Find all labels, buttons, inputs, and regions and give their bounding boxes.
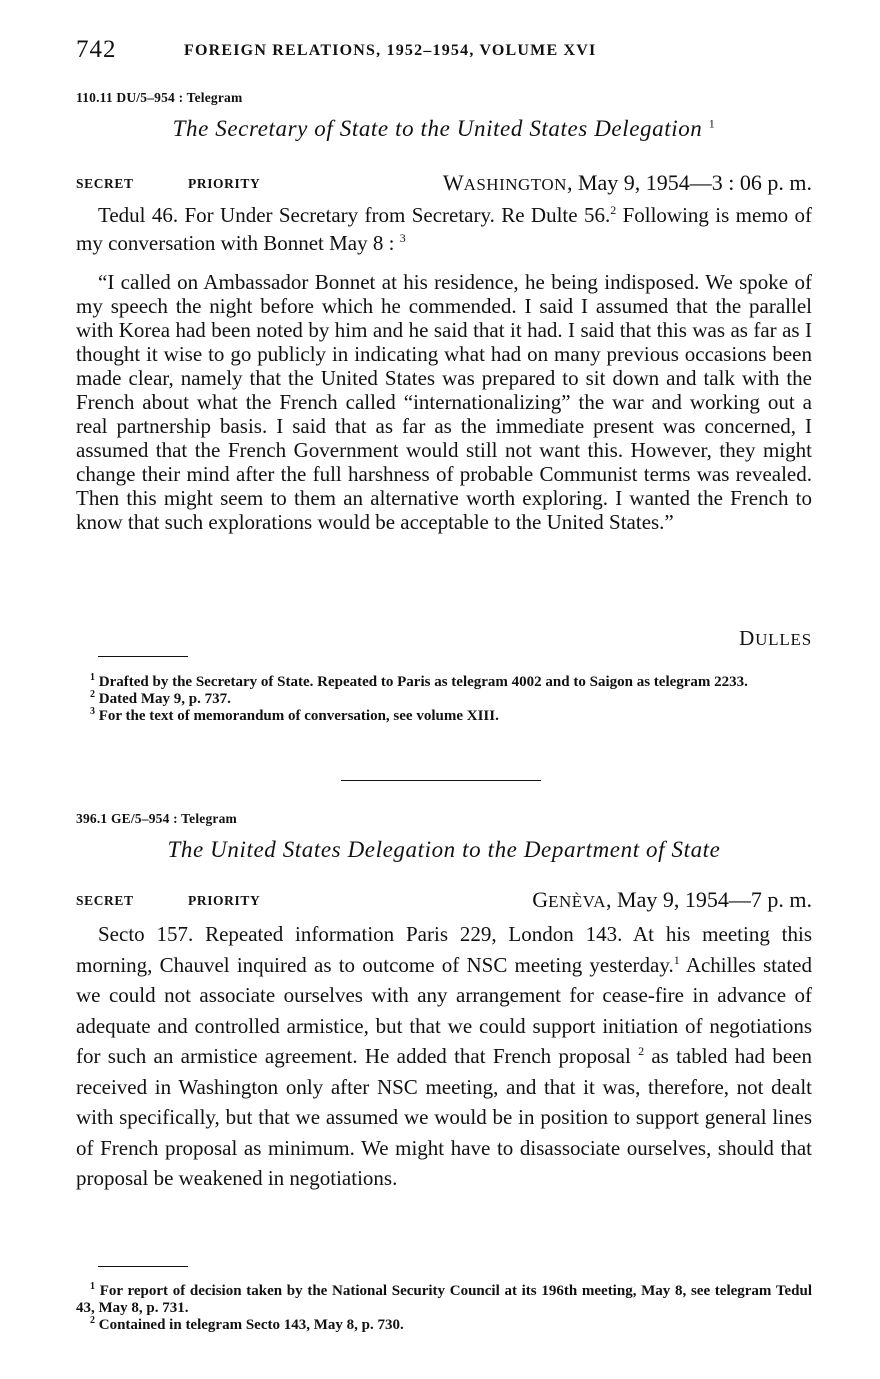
doc1-file-number: 110.11 DU/5–954 : Telegram xyxy=(76,90,243,105)
doc1-intro-footnote-mark-3: 3 xyxy=(399,231,406,245)
doc1-quote-paragraph xyxy=(76,270,812,534)
doc2-body-text-1: Secto 157. Repeated information Paris 229, London 143. At his meeting this morning, Chauvel inquired as to outcome of NSC meeting yesterday. xyxy=(76,922,812,977)
doc2-footnote-1-mark: 1 xyxy=(90,1281,95,1292)
doc2-date: , May 9, 1954—7 p. m. xyxy=(606,887,812,912)
doc2-body-text-3: as tabled had been received in Washington only after NSC meeting, and that it was, therefore, not dealt with specifically, but that we assumed we would be in position to support general lines of French proposal as minimum. We might have to disassociate ourselves, should that proposal be weakened in negotiations. xyxy=(76,1044,812,1190)
doc2-priority: PRIORITY xyxy=(188,893,261,908)
doc1-dateline xyxy=(76,170,812,198)
page-number: 742 xyxy=(76,36,117,63)
doc1-footnote-3-mark: 3 xyxy=(90,706,95,717)
doc2-file-number: 396.1 GE/5–954 : Telegram xyxy=(76,811,237,826)
doc1-signature xyxy=(739,626,812,651)
doc2-footnote-1 xyxy=(76,1283,812,1317)
doc1-intro-paragraph xyxy=(76,201,812,257)
doc1-footnote-2 xyxy=(76,691,812,708)
doc2-body-footnote-mark-1: 1 xyxy=(673,952,680,967)
doc1-footnote-2-text: Dated May 9, p. 737. xyxy=(98,691,231,707)
doc2-footnote-2 xyxy=(76,1317,812,1334)
doc1-title xyxy=(76,116,812,142)
doc2-body-paragraph xyxy=(76,919,812,1194)
doc1-place-date xyxy=(443,170,812,196)
doc2-body-text-2: Achilles stated we could not associate ourselves with any arrangement for cease-fire in advance of adequate and controlled armistice, but that we could support initiation of negotiations for such an armistice agreement. He added that French proposal xyxy=(76,952,812,1068)
doc2-dateline xyxy=(76,887,812,915)
doc1-title-footnote-mark: 1 xyxy=(708,116,716,131)
doc1-signature-rest: ULLES xyxy=(755,630,812,649)
running-head xyxy=(76,36,812,66)
doc2-footnote-rule xyxy=(98,1266,188,1267)
doc2-classification: SECRET xyxy=(76,893,134,908)
doc2-footnote-2-mark: 2 xyxy=(90,1315,95,1326)
doc1-footnote-1 xyxy=(76,674,812,691)
doc1-footnote-rule xyxy=(98,656,188,657)
doc1-intro-text-1: Tedul 46. For Under Secretary from Secretary. Re Dulte 56. xyxy=(98,203,611,227)
doc2-place-rest: ENÈVA xyxy=(548,892,607,911)
doc1-quote-text: “I called on Ambassador Bonnet at his residence, he being indisposed. We spoke of my speech the night before which he commended. I said I assumed that the parallel with Korea had been noted by him and he said that it had. I said that this was as far as I thought it wise to go publicly in indicating what had on many previous occasions been made clear, namely that the United States was prepared to sit down and talk with the French about what the French called “internationalizing” the war and working out a real partnership basis. I said that as far as the immediate present was concerned, I assumed that the French Government would still not want this. However, they might change their mind after the full harshness of probable Communist terms was revealed. Then this might seem to them an alternative worth exploring. I wanted the French to know that such explorations would be acceptable to the United States.” xyxy=(76,270,812,534)
doc1-footnote-1-mark: 1 xyxy=(90,672,95,683)
doc2-place-initial: G xyxy=(532,887,549,912)
doc1-footnote-3 xyxy=(76,708,812,725)
doc1-classification: SECRET xyxy=(76,176,134,191)
doc2-footnote-1-text: For report of decision taken by the National Security Council at its 196th meeting, May 8, see telegram Tedul 43, May 8, p. 731. xyxy=(76,1283,812,1316)
doc1-date: , May 9, 1954—3 : 06 p. m. xyxy=(566,170,812,195)
doc1-footnote-2-mark: 2 xyxy=(90,689,95,700)
doc1-intro-text-2: Following is memo of my conversation with Bonnet May 8 : xyxy=(76,203,812,255)
doc2-place-date xyxy=(532,887,812,913)
doc2-body-footnote-mark-2: 2 xyxy=(638,1044,645,1058)
doc1-signature-initial: D xyxy=(739,626,756,650)
doc1-place-rest: ASHINGTON xyxy=(463,175,567,194)
doc1-intro-footnote-mark-2: 2 xyxy=(610,203,617,217)
doc1-footnote-3-text: For the text of memorandum of conversation, see volume XIII. xyxy=(98,708,499,724)
document-separator-rule xyxy=(341,780,541,781)
document-page xyxy=(76,0,812,1379)
doc1-place-initial: W xyxy=(442,170,464,195)
doc2-footnote-2-text: Contained in telegram Secto 143, May 8, p. 730. xyxy=(98,1317,404,1333)
doc1-footnotes xyxy=(76,674,812,725)
doc1-title-text: The Secretary of State to the United States Delegation xyxy=(172,116,703,141)
doc1-priority: PRIORITY xyxy=(188,176,261,191)
doc2-footnotes xyxy=(76,1283,812,1334)
doc2-title: The United States Delegation to the Department of State xyxy=(167,837,721,862)
doc1-footnote-1-text: Drafted by the Secretary of State. Repeated to Paris as telegram 4002 and to Saigon as telegram 2233. xyxy=(98,674,748,690)
running-title: FOREIGN RELATIONS, 1952–1954, VOLUME XVI xyxy=(184,42,597,59)
